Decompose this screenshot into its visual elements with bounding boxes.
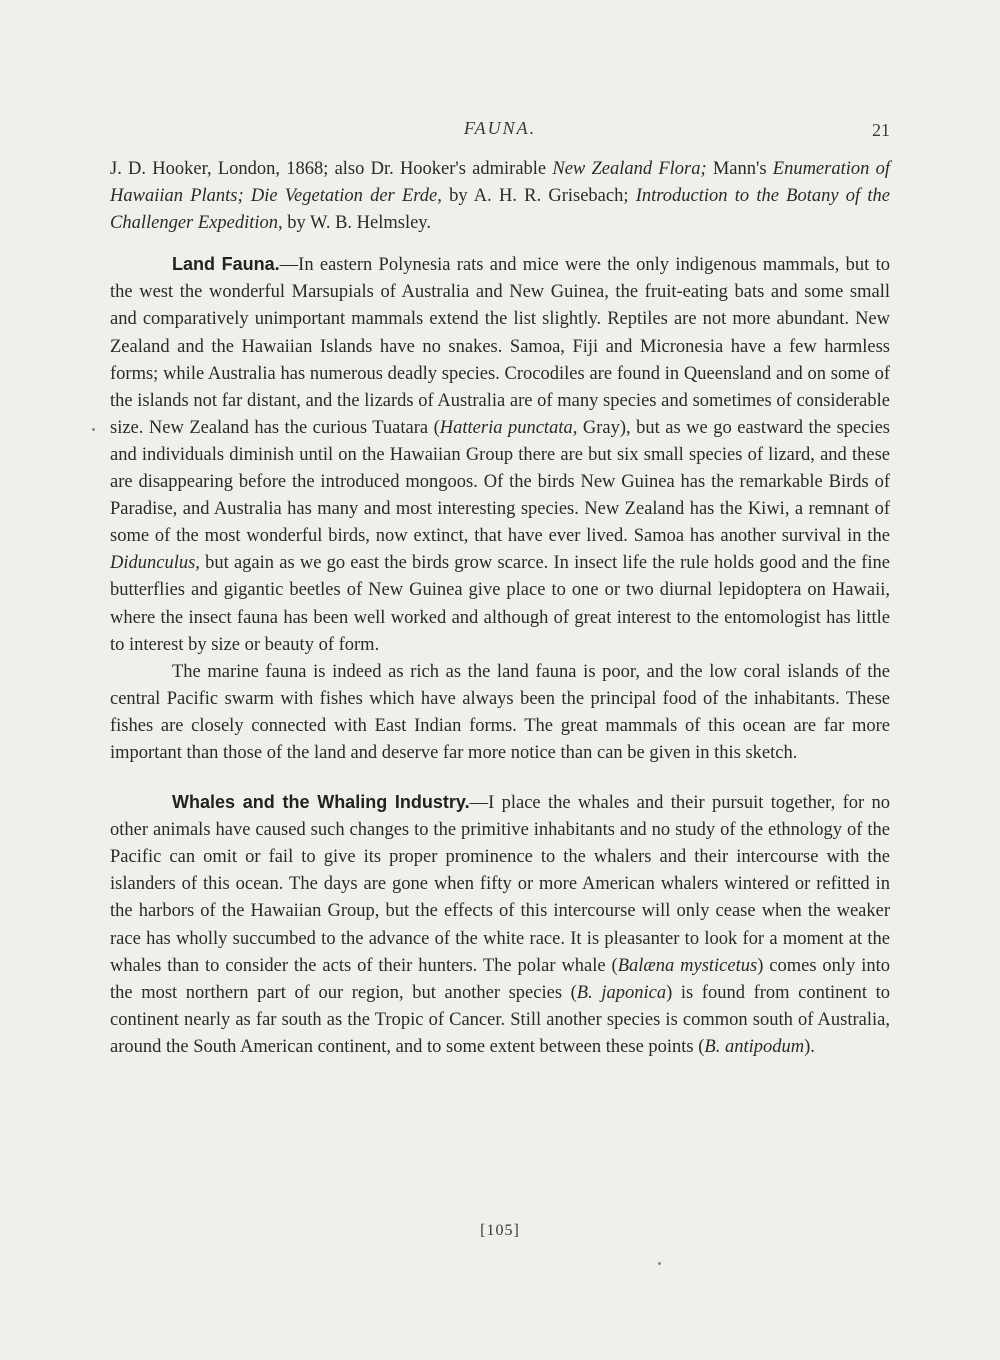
text-span: Gray), but as we go eastward the species and individuals diminish until on the Hawaiian Group there are but six small species of lizard, and these are disappearing before the introduced mongoos. Of the birds New Guinea has the remarkable Birds of Paradise, and Australia has many and most interesting species. New Zealand has the Kiwi, a remnant of some of the most wonderful birds, now extinct, that have ever lived. Samoa has another survival in the [110,417,890,547]
marine-fauna-paragraph [110,659,890,767]
citation-paragraph [110,156,890,237]
italic-species-name: B. antipodum [704,1036,805,1057]
italic-title: New Zealand Flora; [552,159,707,179]
running-title: FAUNA. [463,118,537,138]
italic-title: Enumeration of Hawaiian Plants; Die Vegetation der Erde, [110,159,890,207]
text-span: ) comes only into the most northern part of our region, but another species ( [110,955,890,1003]
paragraph-gap [110,767,890,789]
text-span: but again as we go east the birds grow scarce. In insect life the rule holds good and the fine butterflies and gigantic beetles of New Guinea give place to one or two diurnal lepidoptera on Hawaii, where the insect fauna has been well worked and although of great interest to the entomologist has little to interest by size or beauty of form. [110,553,890,655]
italic-species-name: Hatteria punctata, [439,417,578,438]
land-fauna-paragraph [110,251,890,658]
paper-speck [92,428,95,431]
text-span: by W. B. Helmsley. [282,213,431,234]
text-span: by A. H. R. Grisebach; [441,186,636,207]
text-span: ). [804,1036,815,1057]
section-heading-whales: Whales and the Whaling Industry. [172,792,470,813]
italic-species-name: B. japonica [576,982,667,1003]
page-number: 21 [872,120,890,140]
text-span: ) is found from continent to continent nearly as far south as the Tropic of Cancer. Still another species is common south of Australia, around the South American continent, and to some extent between these points ( [110,982,890,1057]
text-span: —I place the whales and their pursuit together, for no other animals have caused such changes to the primitive inhabitants and no study of the ethnology of the Pacific can omit or fail to give its proper prominence to the whalers and their intercourse with the islanders of this ocean. The days are gone when fifty or more American whalers wintered or refitted in the harbors of the Hawaiian Group, but the effects of this intercourse will only cease when the weaker race has wholly succumbed to the advance of the white race. It is pleasanter to look for a moment at the whales than to consider the acts of their hunters. The polar whale ( [110,793,890,976]
whales-paragraph [110,789,890,1061]
folio-number: [105] [480,1222,520,1239]
text-span: Mann's [706,159,773,179]
text-span: —In eastern Polynesia rats and mice were the only indigenous mammals, but to the west the wonderful Marsupials of Australia and New Guinea, the fruit-eating bats and some small and comparatively unimportant mammals extend the list slightly. Reptiles are not more abundant. New Zealand and the Hawaiian Islands have no snakes. Samoa, Fiji and Micronesia have a few harmless forms; while Australia has numerous deadly species. Crocodiles are found in Queensland and on some of the islands not far distant, and the lizards of Australia are of many species and sometimes of considerable size. New Zealand has the curious Tuatara ( [110,255,890,438]
text-span: The marine fauna is indeed as rich as the land fauna is poor, and the low coral islands of the central Pacific swarm with fishes which have always been the principal food of the inhabitants. These fishes are closely connected with East Indian forms. The great mammals of this ocean are far more important than those of the land and deserve far more notice than can be given in this sketch. [110,661,890,763]
paper-speck [658,1262,661,1265]
text-span: J. D. Hooker, London, 1868; also Dr. Hooker's admirable [110,159,553,179]
italic-species-name: Didunculus, [110,553,200,574]
paragraph-gap [110,237,890,251]
italic-title: Introduction to the Botany of the Challenger Expedition, [110,186,890,234]
italic-species-name: Balæna mysticetus [617,955,758,976]
running-head [110,118,890,148]
body-text [110,156,890,1061]
section-heading-land-fauna: Land Fauna. [172,254,280,275]
